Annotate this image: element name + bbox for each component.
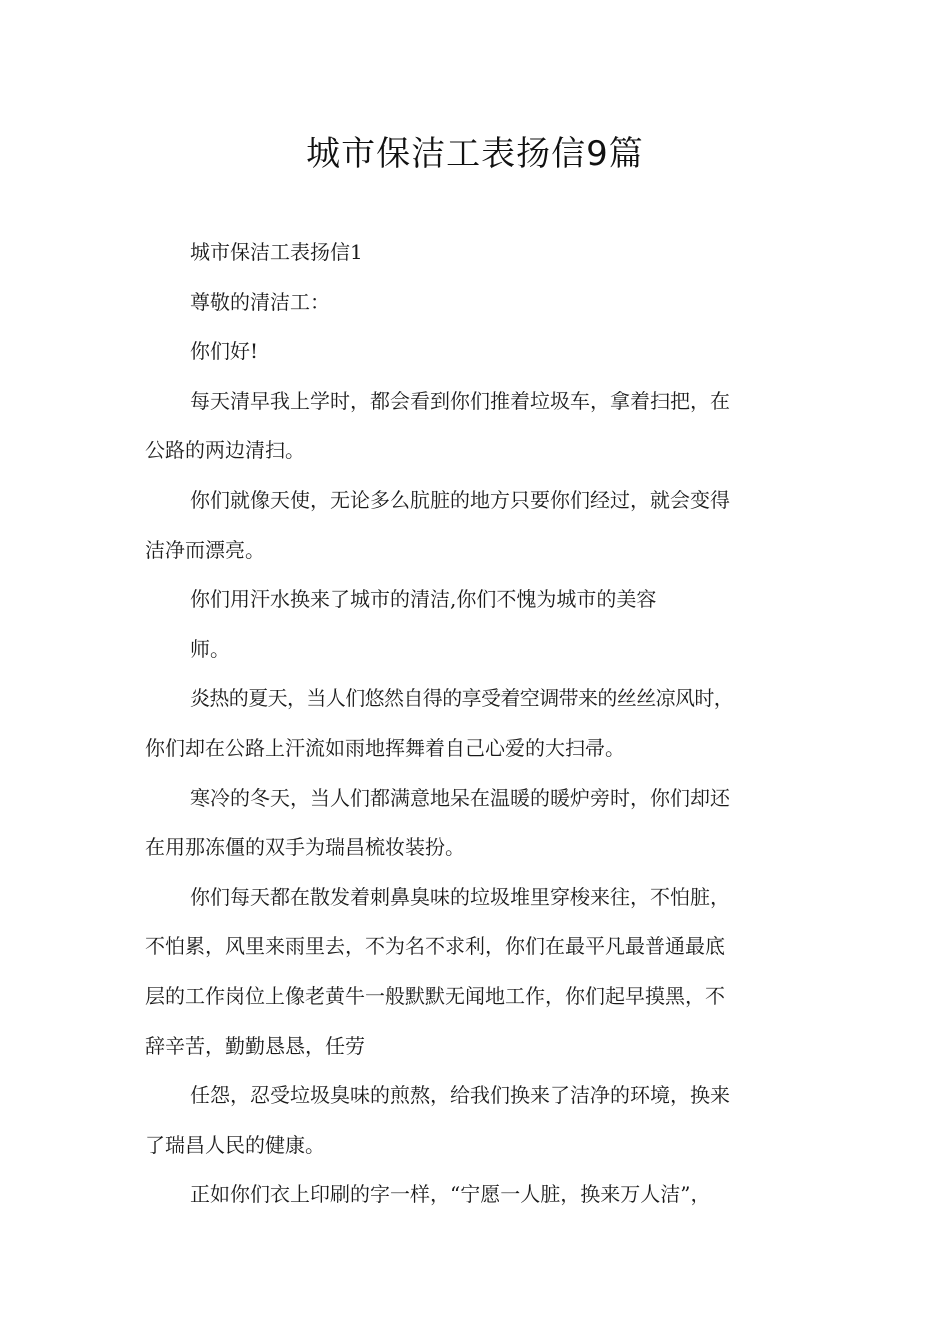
paragraph-line: 你们就像天使，无论多么肮脏的地方只要你们经过，就会变得	[190, 487, 730, 512]
paragraph-line: 公路的两边清扫。	[145, 438, 305, 463]
paragraph-line: 了瑞昌人民的健康。	[145, 1132, 325, 1157]
paragraph-line: 不怕累，风里来雨里去，不为名不求利，你们在最平凡最普通最底	[145, 934, 725, 959]
section-heading: 城市保洁工表扬信1	[190, 240, 363, 264]
paragraph-line: 炎热的夏天，当人们悠然自得的享受着空调带来的丝丝凉风时，	[190, 686, 734, 711]
paragraph-line: 你们每天都在散发着刺鼻臭味的垃圾堆里穿梭来往，不怕脏，	[190, 884, 730, 909]
paragraph-line: 正如你们衣上印刷的字一样，“宁愿一人脏，换来万人洁”，	[190, 1182, 711, 1207]
paragraph-line: 寒冷的冬天，当人们都满意地呆在温暖的暖炉旁时，你们却还	[190, 785, 730, 810]
salutation: 尊敬的清洁工：	[190, 289, 330, 314]
paragraph-line: 师。	[190, 636, 230, 661]
document-body	[145, 228, 815, 1220]
paragraph-line: 在用那冻僵的双手为瑞昌梳妆装扮。	[145, 835, 465, 860]
paragraph-line: 你们用汗水换来了城市的清洁,你们不愧为城市的美容	[190, 587, 657, 612]
document-title: 城市保洁工表扬信9篇	[306, 134, 644, 174]
paragraph-line: 任怨，忍受垃圾臭味的煎熬，给我们换来了洁净的环境，换来	[190, 1083, 730, 1108]
paragraph-line: 你们却在公路上汗流如雨地挥舞着自己心爱的大扫帚。	[145, 735, 625, 760]
paragraph-line: 洁净而漂亮。	[145, 537, 265, 562]
greeting: 你们好!	[190, 339, 259, 364]
paragraph-line: 每天清早我上学时，都会看到你们推着垃圾车，拿着扫把，在	[190, 388, 730, 413]
paragraph-line: 层的工作岗位上像老黄牛一般默默无闻地工作，你们起早摸黑，不	[145, 983, 725, 1008]
paragraph-line: 辞辛苦，勤勤恳恳，任劳	[145, 1033, 365, 1058]
